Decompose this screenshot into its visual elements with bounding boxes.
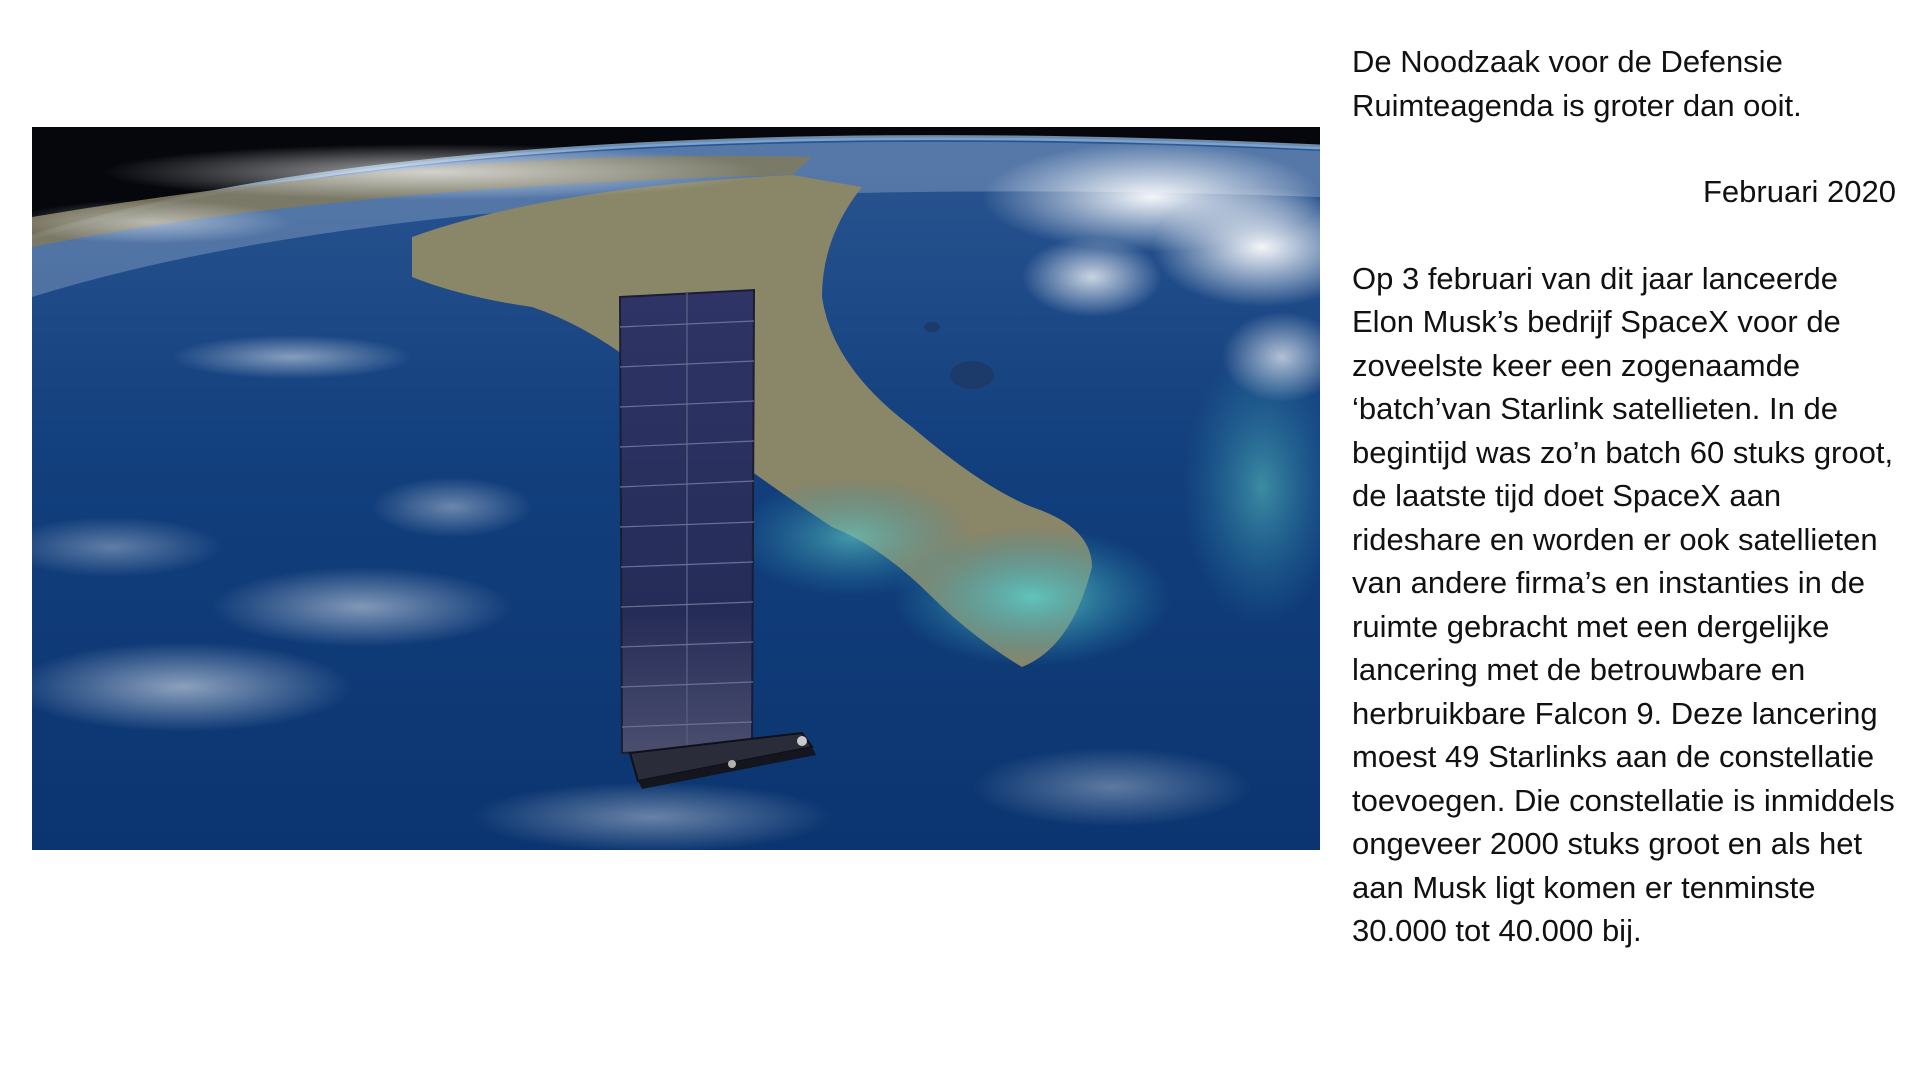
article-date: Februari 2020 <box>1702 174 1896 209</box>
satellite-illustration <box>32 127 1320 850</box>
earth-satellite-image <box>32 127 1320 850</box>
article-body: Op 3 februari van dit jaar lanceerde Elon Musk’s bedrijf SpaceX voor de zoveelste keer een zogenaamde ‘batch’van Starlink satellieten. In de begintijd was zo’n batch 60 stuks groot, de laatste tijd doet SpaceX aan rideshare en worden er ook satellieten van andere firma’s en instanties in de ruimte gebracht met een dergelijke lancering met de betrouwbare en herbruikbare Falcon 9. Deze lancering moest 49 Starlinks aan de constellatie toevoegen. Die constellatie is inmiddels ongeveer 2000 stuks groot en als het aan Musk ligt komen er tenminste 30.000 tot 40.000 bij. <box>1352 260 1895 948</box>
article-title: De Noodzaak voor de Defensie Ruimteagenda is groter dan ooit. <box>1352 44 1802 123</box>
article-column <box>1352 40 1902 953</box>
